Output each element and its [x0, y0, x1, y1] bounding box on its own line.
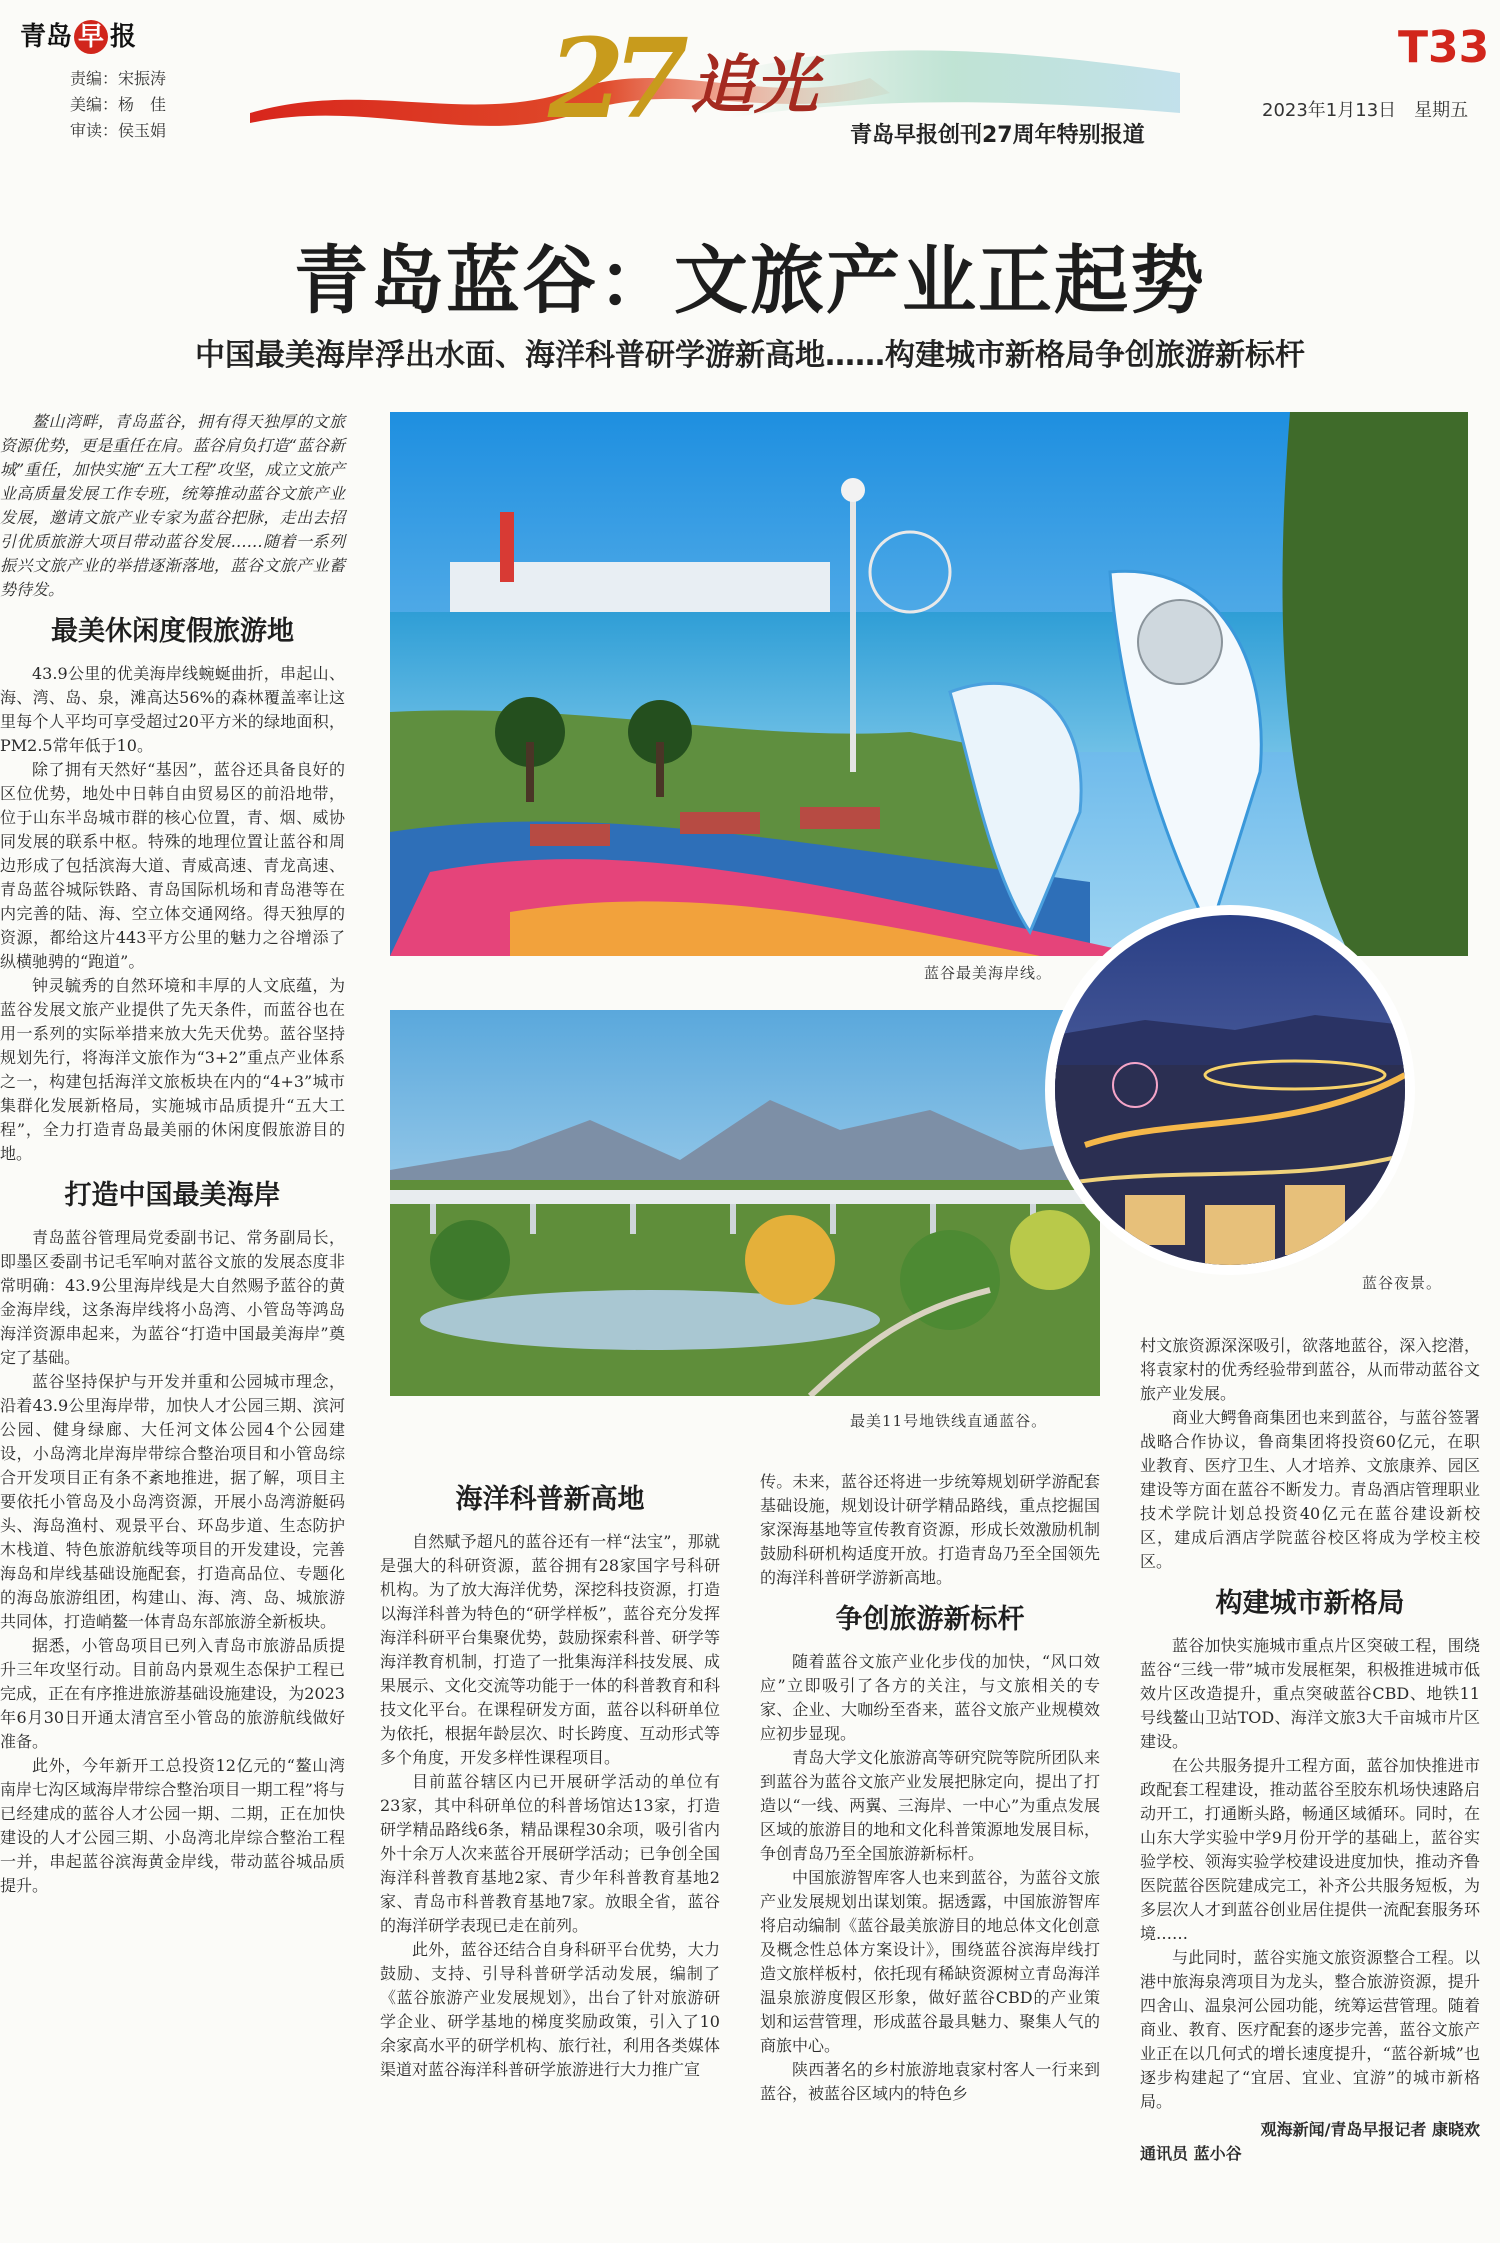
- column-3: [760, 1470, 1100, 2106]
- credit-designer: 美编：杨 佳: [70, 95, 167, 114]
- section-heading-benchmark: 争创旅游新标杆: [835, 1604, 1025, 1635]
- page-number: T33: [1398, 22, 1490, 73]
- paragraph: 商业大鳄鲁商集团也来到蓝谷，与蓝谷签署战略合作协议，鲁商集团将投资60亿元，在职业教育、医疗卫生、人才培养、文旅康养、园区建设等方面在蓝谷不断发力。青岛酒店管理职业技术学院计划总投资40亿元在蓝谷建设新校区，建成后酒店学院蓝谷校区将成为学校主校区。: [1140, 1408, 1480, 1571]
- night-view-photo-art: [1055, 915, 1405, 1265]
- masthead-left: 青岛: [20, 22, 73, 52]
- column-1: [0, 410, 345, 1898]
- subheadline: 中国最美海岸浮出水面、海洋科普研学游新高地……构建城市新格局争创旅游新标杆: [195, 338, 1305, 373]
- night-view-photo: [1055, 915, 1405, 1265]
- rail-line-caption: 最美11号地铁线直通蓝谷。: [850, 1412, 1048, 1430]
- anniversary-number: 27: [548, 14, 678, 143]
- paragraph: 自然赋予超凡的蓝谷还有一样“法宝”，那就是强大的科研资源，蓝谷拥有28家国字号科研机构。为了放大海洋优势，深挖科技资源，打造以海洋科普为特色的“研学样板”，蓝谷充分发挥海洋科研平台集聚优势，鼓励探索科普、研学等海洋教育机制，打造了一批集海洋科技发展、成果展示、文化交流等功能于一体的科普教育和科技文化平台。在课程研发方面，蓝谷以科研单位为依托，根据年龄层次、时长跨度、互动形式等多个角度，开发多样性课程项目。: [380, 1532, 720, 1767]
- byline-reporter: 观海新闻/青岛早报记者 康晓欢: [1260, 2120, 1480, 2139]
- special-report-label: 青岛早报创刊27周年特别报道: [850, 123, 1145, 148]
- paragraph: 青岛蓝谷管理局党委副书记、常务副局长，即墨区委副书记毛军响对蓝谷文旅的发展态度非常明确：43.9公里海岸线是大自然赐予蓝谷的黄金海岸线，这条海岸线将小岛湾、小管岛等鸿岛海洋资源串起来，为蓝谷“打造中国最美海岸”奠定了基础。: [0, 1228, 345, 1367]
- coastline-photo: [390, 412, 1468, 956]
- masthead-red-circle: 早: [74, 20, 108, 54]
- credit-reviewer: 审读：侯玉娟: [70, 121, 167, 140]
- paragraph: 蓝谷坚持保护与开发并重和公园城市理念，沿着43.9公里海岸带，加快人才公园三期、滨河公园、健身绿廊、大任河文体公园4个公园建设，小岛湾北岸海岸带综合整治项目和小管岛综合开发项目正有条不紊地推进，据了解，项目主要依托小管岛及小岛湾资源，开展小岛湾游艇码头、海岛渔村、观景平台、环岛步道、生态防护木栈道、特色旅游航线等项目的开发建设，完善海岛和岸线基础设施配套，打造高品位、专题化的海岛旅游组团，构建山、海、湾、岛、城旅游共同体，打造峭鳌一体青岛东部旅游全新板块。: [0, 1372, 345, 1631]
- credit-editor: 责编：宋振涛: [70, 69, 167, 88]
- rail-line-photo: [390, 1010, 1100, 1396]
- masthead-logo: [20, 16, 136, 54]
- masthead-right: 报: [110, 22, 137, 52]
- coastline-photo-art: [390, 412, 1468, 956]
- section-heading-coast: 打造中国最美海岸: [64, 1180, 281, 1211]
- section-heading-leisure: 最美休闲度假旅游地: [51, 616, 294, 647]
- headline: 青岛蓝谷：文旅产业正起势: [294, 238, 1206, 324]
- column-4: [1140, 1334, 1480, 2166]
- column-2: [380, 1470, 720, 2082]
- byline: [1140, 2118, 1480, 2166]
- paragraph: 随着蓝谷文旅产业化步伐的加快，“风口效应”立即吸引了各方的关注，与文旅相关的专家、企业、大咖纷至沓来，蓝谷文旅产业规模效应初步显现。: [760, 1652, 1100, 1743]
- paragraph: 中国旅游智库客人也来到蓝谷，为蓝谷文旅产业发展规划出谋划策。据透露，中国旅游智库将启动编制《蓝谷最美旅游目的地总体文化创意及概念性总体方案设计》，围绕蓝谷滨海岸线打造文旅样板村，依托现有稀缺资源树立青岛海洋温泉旅游度假区形象，做好蓝谷CBD的产业策划和运营管理，形成蓝谷最具魅力、聚集人气的商旅中心。: [760, 1868, 1100, 2055]
- paragraph: 据悉，小管岛项目已列入青岛市旅游品质提升三年攻坚行动。目前岛内景观生态保护工程已完成，正在有序推进旅游基础设施建设，为2023年6月30日开通太清宫至小管岛的旅游航线做好准备。: [0, 1636, 345, 1751]
- rail-line-photo-art: [390, 1010, 1100, 1396]
- paragraph: 村文旅资源深深吸引，欲落地蓝谷，深入挖潜，将袁家村的优秀经验带到蓝谷，从而带动蓝谷文旅产业发展。: [1140, 1336, 1480, 1403]
- paragraph: 传。未来，蓝谷还将进一步统筹规划研学游配套基础设施，规划设计研学精品路线，重点挖掘国家深海基地等宣传教育资源，形成长效激励机制鼓励科研机构适度开放。打造青岛乃至全国领先的海洋科普研学游新高地。: [760, 1472, 1100, 1587]
- section-heading-city: 构建城市新格局: [1215, 1588, 1405, 1619]
- paragraph: 目前蓝谷辖区内已开展研学活动的单位有23家，其中科研单位的科普场馆达13家，打造研学精品路线6条，精品课程30余项，吸引省内外十余万人次来蓝谷开展研学活动；已争创全国海洋科普教育基地2家、青少年科普教育基地2家、青岛市科普教育基地7家。放眼全省，蓝谷的海洋研学表现已走在前列。: [380, 1772, 720, 1935]
- paragraph: 蓝谷加快实施城市重点片区突破工程，围绕蓝谷“三线一带”城市发展框架，积极推进城市低效片区改造提升，重点突破蓝谷CBD、地铁11号线鳌山卫站TOD、海洋文旅3大千亩城市片区建设。: [1140, 1636, 1480, 1751]
- issue-date: 2023年1月13日 星期五: [1262, 100, 1469, 121]
- paragraph: 钟灵毓秀的自然环境和丰厚的人文底蕴，为蓝谷发展文旅产业提供了先天条件，而蓝谷也在用一系列的实际举措来放大先天优势。蓝谷坚持规划先行，将海洋文旅作为“3+2”重点产业体系之一，构建包括海洋文旅板块在内的“4+3”城市集群化发展新格局，实施城市品质提升“五大工程”，全力打造青岛最美丽的休闲度假旅游目的地。: [0, 976, 345, 1163]
- paragraph: 43.9公里的优美海岸线蜿蜒曲折，串起山、海、湾、岛、泉，滩高达56%的森林覆盖率让这里每个人平均可享受超过20平方米的绿地面积，PM2.5常年低于10。: [0, 664, 345, 755]
- paragraph: 此外，蓝谷还结合自身科研平台优势，大力鼓励、支持、引导科普研学活动发展，编制了《蓝谷旅游产业发展规划》，出台了针对旅游研学企业、研学基地的梯度奖励政策，引入了10余家高水平的研学机构、旅行社，利用各类媒体渠道对蓝谷海洋科普研学旅游进行大力推广宣: [380, 1940, 720, 2079]
- paragraph: 除了拥有天然好“基因”，蓝谷还具备良好的区位优势，地处中日韩自由贸易区的前沿地带，位于山东半岛城市群的核心位置，青、烟、威协同发展的联系中枢。特殊的地理位置让蓝谷和周边形成了包括滨海大道、青威高速、青龙高速、青岛蓝谷城际铁路、青岛国际机场和青岛港等在内完善的陆、海、空立体交通网络。得天独厚的资源，都给这片443平方公里的魅力之谷增添了纵横驰骋的“跑道”。: [0, 760, 345, 971]
- anniversary-word: 追光: [690, 48, 818, 123]
- byline-correspondent: 通讯员 蓝小谷: [1140, 2144, 1242, 2163]
- paragraph: 与此同时，蓝谷实施文旅资源整合工程。以港中旅海泉湾项目为龙头，整合旅游资源，提升四舍山、温泉河公园功能，统筹运营管理。随着商业、教育、医疗配套的逐步完善，蓝谷文旅产业正在以几何式的增长速度提升，“蓝谷新城”也逐步构建起了“宜居、宜业、宜游”的城市新格局。: [1140, 1948, 1480, 2111]
- paragraph: 此外，今年新开工总投资12亿元的“鳌山湾南岸七沟区域海岸带综合整治项目一期工程”将与已经建成的蓝谷人才公园一期、二期，正在加快建设的人才公园三期、小岛湾北岸综合整治工程一并，串起蓝谷滨海黄金岸线，带动蓝谷城品质提升。: [0, 1756, 345, 1895]
- paragraph: 青岛大学文化旅游高等研究院等院所团队来到蓝谷为蓝谷文旅产业发展把脉定向，提出了打造以“一线、两翼、三海岸、一中心”为重点发展区域的旅游目的地和文化科普策源地发展目标，争创青岛乃至全国旅游新标杆。: [760, 1748, 1100, 1863]
- paragraph: 陕西著名的乡村旅游地袁家村客人一行来到蓝谷，被蓝谷区域内的特色乡: [760, 2060, 1100, 2103]
- editor-credits: [70, 66, 166, 144]
- night-view-caption: 蓝谷夜景。: [1362, 1274, 1443, 1292]
- coastline-caption: 蓝谷最美海岸线。: [924, 964, 1053, 982]
- paragraph: 在公共服务提升工程方面，蓝谷加快推进市政配套工程建设，推动蓝谷至胶东机场快速路启动开工，打通断头路，畅通区域循环。同时，在山东大学实验中学9月份开学的基础上，蓝谷实验学校、领海实验学校建设进度加快，推动齐鲁医院蓝谷医院建成完工，补齐公共服务短板，为多层次人才到蓝谷创业居住提供一流配套服务环境……: [1140, 1756, 1480, 1943]
- section-heading-science: 海洋科普新高地: [455, 1484, 645, 1515]
- intro-paragraph: 鳌山湾畔，青岛蓝谷，拥有得天独厚的文旅资源优势，更是重任在肩。蓝谷肩负打造“蓝谷新城”重任，加快实施“五大工程”攻坚，成立文旅产业高质量发展工作专班，统筹推动蓝谷文旅产业发展，邀请文旅产业专家为蓝谷把脉，走出去招引优质旅游大项目带动蓝谷发展……随着一系列振兴文旅产业的举措逐渐落地，蓝谷文旅产业蓄势待发。: [0, 412, 345, 599]
